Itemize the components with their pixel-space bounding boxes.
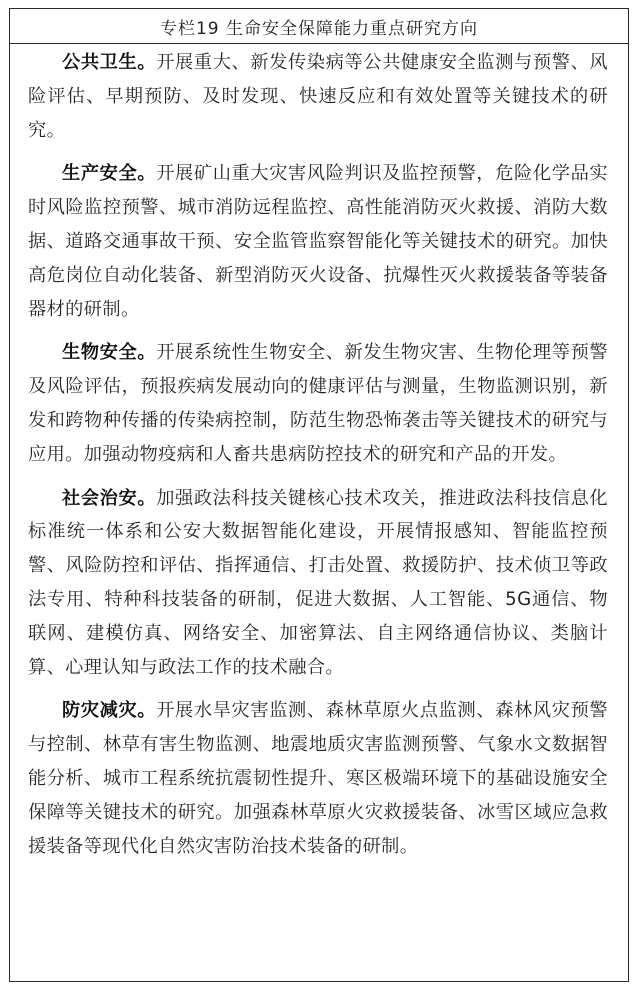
section-heading: 防灾减灾。 bbox=[62, 700, 157, 722]
section-biosafety bbox=[28, 336, 608, 471]
section-text: 开展重大、新发传染病等公共健康安全监测与预警、风险评估、早期预防、及时发现、快速反应和有效处置等关键技术的研究。 bbox=[28, 52, 608, 141]
column-title: 专栏19 生命安全保障能力重点研究方向 bbox=[10, 9, 628, 44]
section-text: 开展矿山重大灾害风险判识及监控预警，危险化学品实时风险监控预警、城市消防远程监控、高性能消防灭火救援、消防大数据、道路交通事故干预、安全监管监察智能化等关键技术的研究。加快高危岗位自动化装备、新型消防灭火设备、抗爆性灭火救援装备等装备器材的研制。 bbox=[28, 163, 608, 320]
section-heading: 公共卫生。 bbox=[62, 52, 157, 73]
section-public-health bbox=[28, 46, 608, 147]
section-public-security bbox=[28, 482, 608, 685]
section-disaster-prevention bbox=[28, 694, 608, 863]
section-text: 开展水旱灾害监测、森林草原火点监测、森林风灾预警与控制、林草有害生物监测、地震地质灾害监测预警、气象水文数据智能分析、城市工程系统抗震韧性提升、寒区极端环境下的基础设施安全保障等关键技术的研究。加强森林草原火灾救援装备、冰雪区域应急救援装备等现代化自然灾害防治技术装备的研制。 bbox=[28, 700, 608, 857]
section-production-safety bbox=[28, 157, 608, 326]
column-body bbox=[10, 44, 628, 863]
section-heading: 社会治安。 bbox=[62, 487, 157, 509]
section-heading: 生产安全。 bbox=[62, 163, 157, 185]
section-text: 开展系统性生物安全、新发生物灾害、生物伦理等预警及风险评估，预报疾病发展动向的健康评估与测量，生物监测识别，新发和跨物种传播的传染病控制，防范生物恐怖袭击等关键技术的研究与应用。加强动物疫病和人畜共患病防控技术的研究和产品的开发。 bbox=[28, 342, 608, 465]
section-heading: 生物安全。 bbox=[62, 342, 157, 364]
section-text: 加强政法科技关键核心技术攻关，推进政法科技信息化标准统一体系和公安大数据智能化建设，开展情报感知、智能监控预警、风险防控和评估、指挥通信、打击处置、救援防护、技术侦卫等政法专用、特种科技装备的研制，促进大数据、人工智能、5G通信、物联网、建模仿真、网络安全、加密算法、自主网络通信协议、类脑计算、心理认知与政法工作的技术融合。 bbox=[28, 487, 608, 678]
column-box bbox=[9, 8, 629, 982]
